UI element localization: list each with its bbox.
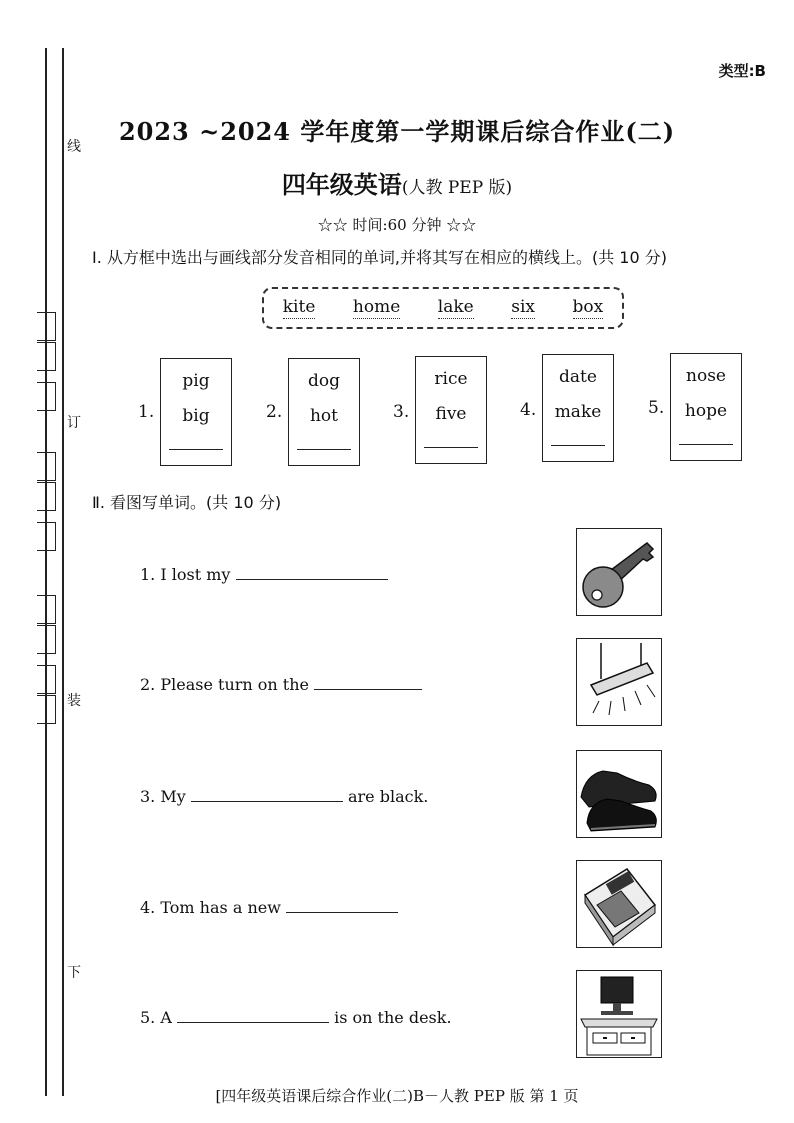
sentence-text: 1. I lost my [140, 565, 231, 584]
doc-type: 类型:B [718, 62, 766, 80]
question-number: 3. [393, 402, 410, 422]
question-word: big [182, 406, 210, 426]
answer-blank[interactable] [679, 444, 733, 445]
answer-blank[interactable] [314, 675, 422, 690]
binding-label-line: 线 [67, 139, 81, 155]
question-word: dog [308, 371, 340, 391]
name-box [37, 382, 56, 411]
question-word: make [554, 402, 602, 422]
time-limit: ☆☆ 时间:60 分钟 ☆☆ [317, 216, 477, 234]
word-bank-item: kite [282, 297, 316, 317]
word-bank-item: box [572, 297, 604, 317]
answer-blank[interactable] [191, 787, 343, 802]
word-bank-item: home [352, 297, 401, 317]
sentence-text: 2. Please turn on the [140, 675, 310, 694]
question-number: 4. [520, 400, 537, 420]
light-icon [576, 638, 662, 726]
page-subtitle [0, 165, 794, 200]
fill-sentence [140, 675, 422, 694]
name-box [37, 665, 56, 694]
answer-blank[interactable] [297, 449, 351, 450]
question-number: 1. [138, 402, 155, 422]
sentence-text: are black. [347, 787, 429, 806]
answer-blank[interactable] [424, 447, 478, 448]
binding-label-order: 订 [67, 415, 81, 431]
question-box [415, 356, 487, 464]
word-bank [262, 287, 624, 329]
shoes-icon [576, 750, 662, 838]
binding-label-bind: 装 [67, 693, 81, 709]
subject-title: 四年级英语 [281, 171, 402, 199]
edition-label: (人教 PEP 版) [401, 178, 513, 198]
answer-blank[interactable] [169, 449, 223, 450]
name-box [37, 625, 56, 654]
storybook-icon [576, 860, 662, 948]
page-title: 2023 ~2024 学年度第一学期课后综合作业(二) [118, 117, 676, 146]
question-word: date [559, 367, 597, 387]
answer-blank[interactable] [236, 565, 388, 580]
sentence-text: 4. Tom has a new [140, 898, 281, 917]
name-box [37, 482, 56, 511]
binding-label-down: 下 [67, 965, 81, 981]
name-box [37, 342, 56, 371]
question-word: nose [686, 366, 726, 386]
question-box [670, 353, 742, 461]
sentence-text: 3. My [140, 787, 186, 806]
name-box [37, 595, 56, 624]
section1-heading: I. 从方框中选出与画线部分发音相同的单词,并将其写在相应的横线上。(共 10 分) [92, 248, 667, 267]
question-word: five [435, 404, 467, 424]
question-number: 2. [266, 402, 283, 422]
answer-blank[interactable] [177, 1008, 329, 1023]
question-box [288, 358, 360, 466]
sentence-text: 5. A [140, 1008, 172, 1027]
answer-blank[interactable] [551, 445, 605, 446]
question-number: 5. [648, 398, 665, 418]
question-box [542, 354, 614, 462]
question-word: hope [684, 401, 728, 421]
question-word: hot [309, 406, 338, 426]
fill-sentence [140, 787, 428, 806]
key-icon [576, 528, 662, 616]
page-footer: [四年级英语课后综合作业(二)B－人教 PEP 版 第 1 页 [215, 1087, 579, 1105]
question-box [160, 358, 232, 466]
fill-sentence [140, 565, 388, 584]
name-box [37, 312, 56, 341]
word-bank-item: lake [437, 297, 474, 317]
sentence-text: is on the desk. [334, 1008, 452, 1027]
name-box [37, 452, 56, 481]
name-box [37, 522, 56, 551]
binding-line-inner [62, 48, 64, 1096]
section2-heading: Ⅱ. 看图写单词。(共 10 分) [92, 493, 282, 512]
answer-blank[interactable] [286, 898, 398, 913]
question-word: rice [434, 369, 468, 389]
binding-line-outer [45, 48, 47, 1096]
fill-sentence [140, 898, 398, 917]
question-word: pig [182, 371, 210, 391]
word-bank-item: six [511, 297, 535, 317]
fill-sentence [140, 1008, 452, 1027]
name-box [37, 695, 56, 724]
computer-icon [576, 970, 662, 1058]
